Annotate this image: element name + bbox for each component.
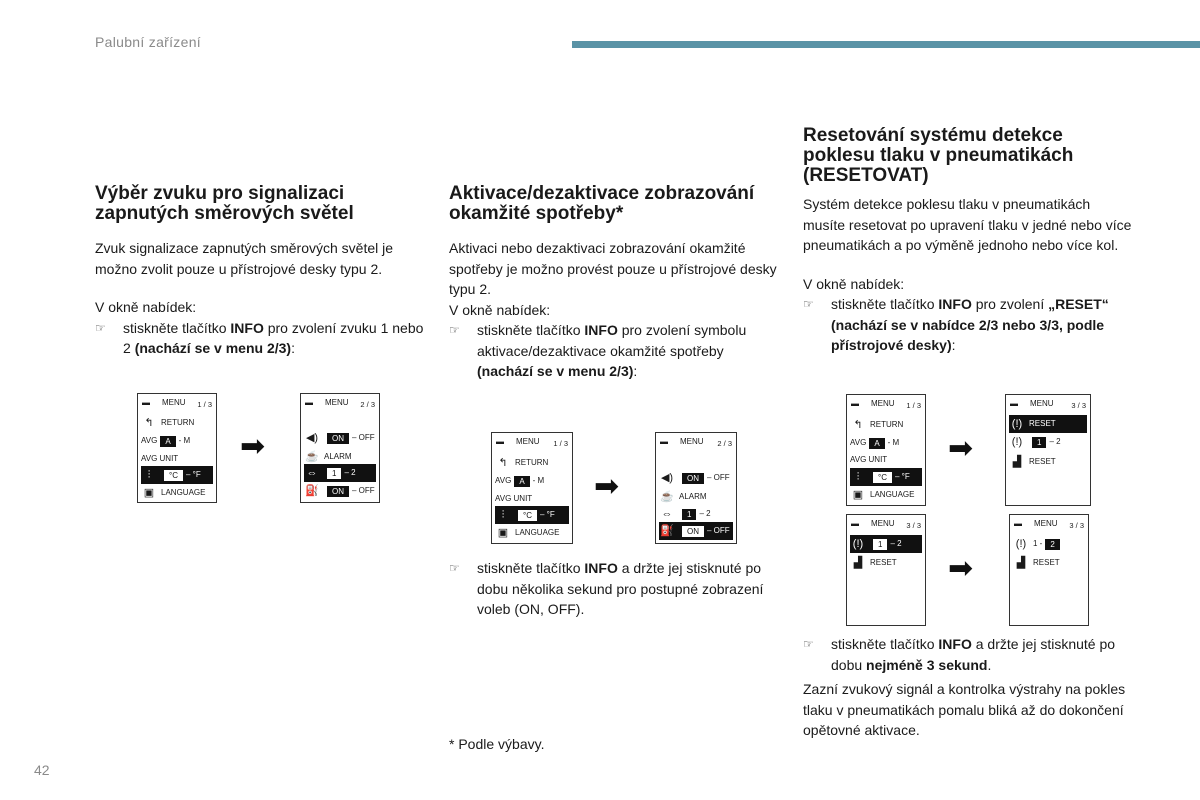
return-arrow-icon: ↰: [498, 457, 508, 469]
speaker-icon: ◀): [305, 432, 319, 444]
col2-intro: Aktivaci nebo dezaktivaci zobrazování okamžité spotřeby je možno provést pouze u přístrojové desky typu 2.: [449, 240, 777, 297]
col2-bullet2: ☞ stiskněte tlačítko INFO a držte jej stisknuté po dobu několika sekund pro postupné zobrazení voleb (ON, OFF).: [449, 560, 764, 617]
tyre-pressure-icon: (!): [1015, 538, 1027, 550]
toolbox-icon: ▬: [1010, 399, 1018, 408]
language-icon: ▣: [497, 527, 509, 539]
toolbox-icon: ▬: [1014, 519, 1022, 528]
screen-menu-1-3: ▬ MENU 1 / 3 ↰ RETURN AVG A - M AVG UNIT ⫶ °C – °F ▣ LANGUAGE: [491, 432, 573, 544]
coffee-cup-icon: ☕: [660, 491, 674, 503]
screen-menu-2-3: ▬ MENU 2 / 3 ◀) ON – OFF ☕ ALARM ⇔ 1 – 2 ⛽ ON – OFF: [300, 393, 380, 503]
hand-pointer-icon: ☞: [449, 561, 460, 575]
header-bar: [572, 41, 1200, 48]
col1-menu-line: V okně nabídek:: [95, 299, 197, 315]
col1-title: Výběr zvuku pro signalizaci zapnutých směrových světel: [95, 183, 354, 224]
hand-pointer-icon: ☞: [803, 297, 814, 311]
return-arrow-icon: ↰: [853, 419, 863, 431]
hand-pointer-icon: ☞: [449, 323, 460, 337]
hand-pointer-icon: ☞: [803, 637, 814, 651]
section-header: Palubní zařízení: [95, 34, 201, 50]
language-icon: ▣: [852, 489, 864, 501]
col3-menu-line: V okně nabídek:: [803, 275, 905, 292]
col1-bullet: ☞ stiskněte tlačítko INFO pro zvolení zvuku 1 nebo 2 (nachází se v menu 2/3):: [95, 319, 424, 356]
col3-intro: Systém detekce poklesu tlaku v pneumatikách musíte resetovat po upravení tlaku v jedné nebo více pneumatikách a po výměně jednoho nebo více kol.: [803, 196, 1132, 253]
thermometer-icon: ⫶: [501, 509, 505, 521]
col3-bullet2: ☞ stiskněte tlačítko INFO a držte jej stisknuté po dobu nejméně 3 sekund.: [803, 636, 1116, 673]
toolbox-icon: ▬: [851, 399, 859, 408]
col1-intro: Zvuk signalizace zapnutých směrových světel je možno zvolit pouze u přístrojové desky typu 2.: [95, 240, 394, 277]
column-tyre-reset: [803, 126, 1133, 356]
factory-icon: ▟: [853, 557, 863, 569]
tyre-pressure-icon: (!): [1011, 418, 1023, 430]
col2-menu-line: V okně nabídek:: [449, 301, 551, 318]
fuel-consumption-icon: ⛽: [660, 525, 674, 537]
screen-menu-2-3: ▬ MENU 2 / 3 ◀) ON – OFF ☕ ALARM ⇔ 1 – 2 ⛽ ON – OFF: [655, 432, 737, 544]
right-arrow-icon: ➡: [240, 430, 266, 463]
col2-bullet2-wrap: [449, 558, 779, 620]
col2-title: Aktivace/dezaktivace zobrazování okamžité spotřeby*: [449, 183, 755, 224]
toolbox-icon: ▬: [305, 398, 313, 407]
fuel-consumption-icon: ⛽: [305, 485, 319, 497]
return-arrow-icon: ↰: [144, 417, 154, 429]
hand-pointer-icon: ☞: [95, 320, 106, 335]
screen-menu-3-3: ▬ MENU 3 / 3 (!) 1 – 2 ▟ RESET: [846, 514, 926, 626]
right-arrow-icon: ➡: [594, 470, 620, 503]
col3-bottom: [803, 634, 1133, 741]
coffee-cup-icon: ☕: [305, 451, 319, 463]
page-number: 42: [34, 762, 50, 778]
screen-menu-1-3: ▬ MENU 1 / 3 ↰ RETURN AVG A - M AVG UNIT ⫶ °C – °F ▣ LANGUAGE: [846, 394, 926, 506]
factory-icon: ▟: [1016, 557, 1026, 569]
screen-menu-1-3: ▬ MENU 1 / 3 ↰ RETURN AVG A - M AVG UNIT ⫶ °C – °F ▣ LANGUAGE: [137, 393, 217, 503]
factory-icon: ▟: [1012, 456, 1022, 468]
toolbox-icon: ▬: [851, 519, 859, 528]
language-icon: ▣: [143, 487, 155, 499]
thermometer-icon: ⫶: [856, 471, 860, 483]
col3-outro: Zazní zvukový signál a kontrolka výstrahy na pokles tlaku v pneumatikách pomalu bliká až do dokončení opětovné aktivace.: [803, 681, 1126, 738]
screen-menu-3-3-reset: ▬ MENU 3 / 3 (!) RESET (!) 1 – 2 ▟ RESET: [1005, 394, 1091, 506]
tyre-pressure-icon: (!): [852, 538, 864, 550]
toolbox-icon: ▬: [496, 437, 504, 446]
right-arrow-icon: ➡: [948, 432, 974, 465]
toolbox-icon: ▬: [142, 398, 150, 407]
col2-bullet1: ☞ stiskněte tlačítko INFO pro zvolení symbolu aktivace/dezaktivace okamžité spotřeby (nachází se v menu 2/3):: [449, 322, 747, 379]
col3-bullet1: ☞ stiskněte tlačítko INFO pro zvolení „RESET“ (nachází se v nabídce 2/3 nebo 3/3, podle přístrojové desky):: [803, 296, 1109, 353]
right-arrow-icon: ➡: [948, 552, 974, 585]
column-turn-signal: [95, 184, 425, 359]
tyre-pressure-icon: (!): [1011, 436, 1023, 448]
column-consumption: [449, 184, 779, 382]
turn-signal-icon: ⇔: [306, 467, 318, 479]
footnote: * Podle výbavy.: [449, 736, 545, 752]
screen-menu-3-3-selected: ▬ MENU 3 / 3 (!) 1 - 2 ▟ RESET: [1009, 514, 1089, 626]
thermometer-icon: ⫶: [147, 469, 151, 481]
col3-title: Resetování systému detekce poklesu tlaku v pneumatikách (RESETOVAT): [803, 125, 1074, 186]
turn-signal-icon: ⇔: [661, 508, 673, 520]
speaker-icon: ◀): [660, 472, 674, 484]
toolbox-icon: ▬: [660, 437, 668, 446]
